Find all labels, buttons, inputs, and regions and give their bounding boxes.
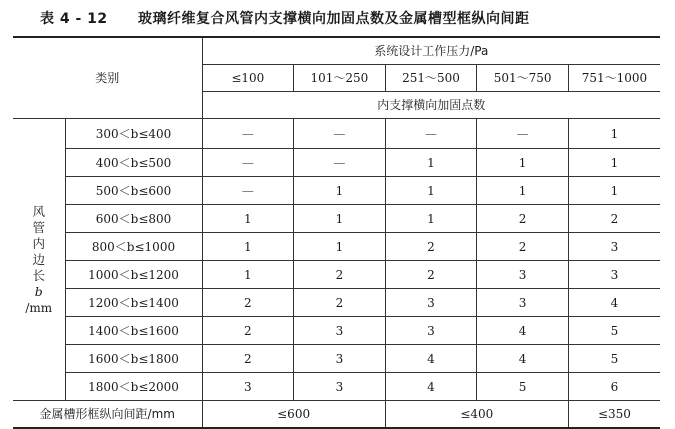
size-range-cell: 500＜b≤600 — [65, 177, 202, 205]
table-number: 表 4 - 12 — [40, 11, 108, 27]
side-label — [13, 119, 65, 401]
size-range-cell: 1600＜b≤1800 — [65, 345, 202, 373]
support-points-cell: 1 — [477, 177, 569, 205]
support-points-cell: 2 — [477, 205, 569, 233]
size-range-cell: 1800＜b≤2000 — [65, 373, 202, 401]
size-range-cell: 1200＜b≤1400 — [65, 289, 202, 317]
size-range-cell: 300＜b≤400 — [65, 119, 202, 149]
table-row — [13, 177, 660, 205]
pressure-range-4: 501～750 — [477, 65, 569, 92]
support-points-cell: 1 — [202, 261, 294, 289]
side-label-char: /mm — [25, 300, 53, 315]
support-points-cell: 1 — [385, 205, 477, 233]
size-range-cell: 400＜b≤500 — [65, 149, 202, 177]
support-points-cell: 3 — [477, 289, 569, 317]
support-points-subheader: 内支撑横向加固点数 — [202, 92, 660, 119]
support-points-cell: 3 — [294, 373, 386, 401]
support-points-cell: 4 — [477, 317, 569, 345]
support-points-cell: 3 — [385, 289, 477, 317]
support-points-cell: 3 — [202, 373, 294, 401]
support-points-cell: 3 — [294, 317, 386, 345]
support-points-cell: 4 — [568, 289, 660, 317]
support-points-cell: 3 — [568, 261, 660, 289]
support-points-cell: 5 — [477, 373, 569, 401]
size-range-cell: 1400＜b≤1600 — [65, 317, 202, 345]
side-label-char: 长 — [32, 267, 45, 283]
support-points-cell: 2 — [568, 205, 660, 233]
support-points-cell: 1 — [202, 205, 294, 233]
table-row — [13, 205, 660, 233]
table-row — [13, 119, 660, 149]
support-points-cell: 5 — [568, 345, 660, 373]
support-points-cell: — — [477, 119, 569, 149]
table-row — [13, 233, 660, 261]
side-label-char: 内 — [32, 235, 45, 251]
support-points-cell: 1 — [568, 149, 660, 177]
support-points-cell: — — [202, 177, 294, 205]
support-points-cell: 1 — [385, 177, 477, 205]
side-label-char: 风 — [32, 203, 45, 219]
support-points-cell: 4 — [477, 345, 569, 373]
support-points-cell: 1 — [477, 149, 569, 177]
pressure-range-1: ≤100 — [202, 65, 294, 92]
footer-label: 金属槽形框纵向间距/mm — [13, 401, 202, 429]
support-points-cell: 3 — [568, 233, 660, 261]
support-points-cell: 2 — [202, 345, 294, 373]
table-row — [13, 317, 660, 345]
pressure-header: 系统设计工作压力/Pa — [202, 37, 660, 65]
size-range-cell: 600＜b≤800 — [65, 205, 202, 233]
support-points-cell: — — [294, 149, 386, 177]
support-points-cell: 2 — [385, 233, 477, 261]
support-points-cell: 3 — [385, 317, 477, 345]
support-points-cell: — — [385, 119, 477, 149]
support-points-cell: 1 — [568, 119, 660, 149]
support-points-cell: 2 — [385, 261, 477, 289]
support-points-cell: 6 — [568, 373, 660, 401]
table-row — [13, 261, 660, 289]
footer-row — [13, 401, 660, 429]
support-points-cell: — — [202, 119, 294, 149]
frame-spacing-cell: ≤600 — [202, 401, 385, 429]
frame-spacing-cell: ≤350 — [568, 401, 660, 429]
table-row — [13, 373, 660, 401]
support-points-cell: 2 — [202, 317, 294, 345]
frame-spacing-cell: ≤400 — [385, 401, 568, 429]
table-row — [13, 149, 660, 177]
table-row — [13, 345, 660, 373]
support-points-cell: 2 — [294, 261, 386, 289]
support-points-cell: 1 — [294, 233, 386, 261]
side-label-char: 边 — [32, 251, 45, 267]
support-points-cell: — — [294, 119, 386, 149]
pressure-range-2: 101～250 — [294, 65, 386, 92]
side-label-char: b — [34, 283, 43, 299]
support-points-cell: 3 — [477, 261, 569, 289]
category-header: 类别 — [13, 37, 202, 119]
table-row — [13, 289, 660, 317]
support-points-cell: — — [202, 149, 294, 177]
support-points-cell: 4 — [385, 373, 477, 401]
support-points-cell: 5 — [568, 317, 660, 345]
size-range-cell: 800＜b≤1000 — [65, 233, 202, 261]
support-points-cell: 1 — [202, 233, 294, 261]
support-points-cell: 2 — [294, 289, 386, 317]
table-title: 玻璃纤维复合风管内支撑横向加固点数及金属槽型框纵向间距 — [138, 11, 530, 27]
support-points-cell: 1 — [385, 149, 477, 177]
pressure-range-3: 251～500 — [385, 65, 477, 92]
support-points-cell: 1 — [294, 205, 386, 233]
support-points-cell: 1 — [568, 177, 660, 205]
support-points-cell: 3 — [294, 345, 386, 373]
support-points-cell: 2 — [477, 233, 569, 261]
support-points-cell: 2 — [202, 289, 294, 317]
support-points-cell: 1 — [294, 177, 386, 205]
side-label-char: 管 — [32, 219, 45, 235]
size-range-cell: 1000＜b≤1200 — [65, 261, 202, 289]
table-caption — [40, 8, 530, 28]
support-points-cell: 4 — [385, 345, 477, 373]
pressure-range-5: 751～1000 — [568, 65, 660, 92]
spec-table — [13, 36, 660, 429]
